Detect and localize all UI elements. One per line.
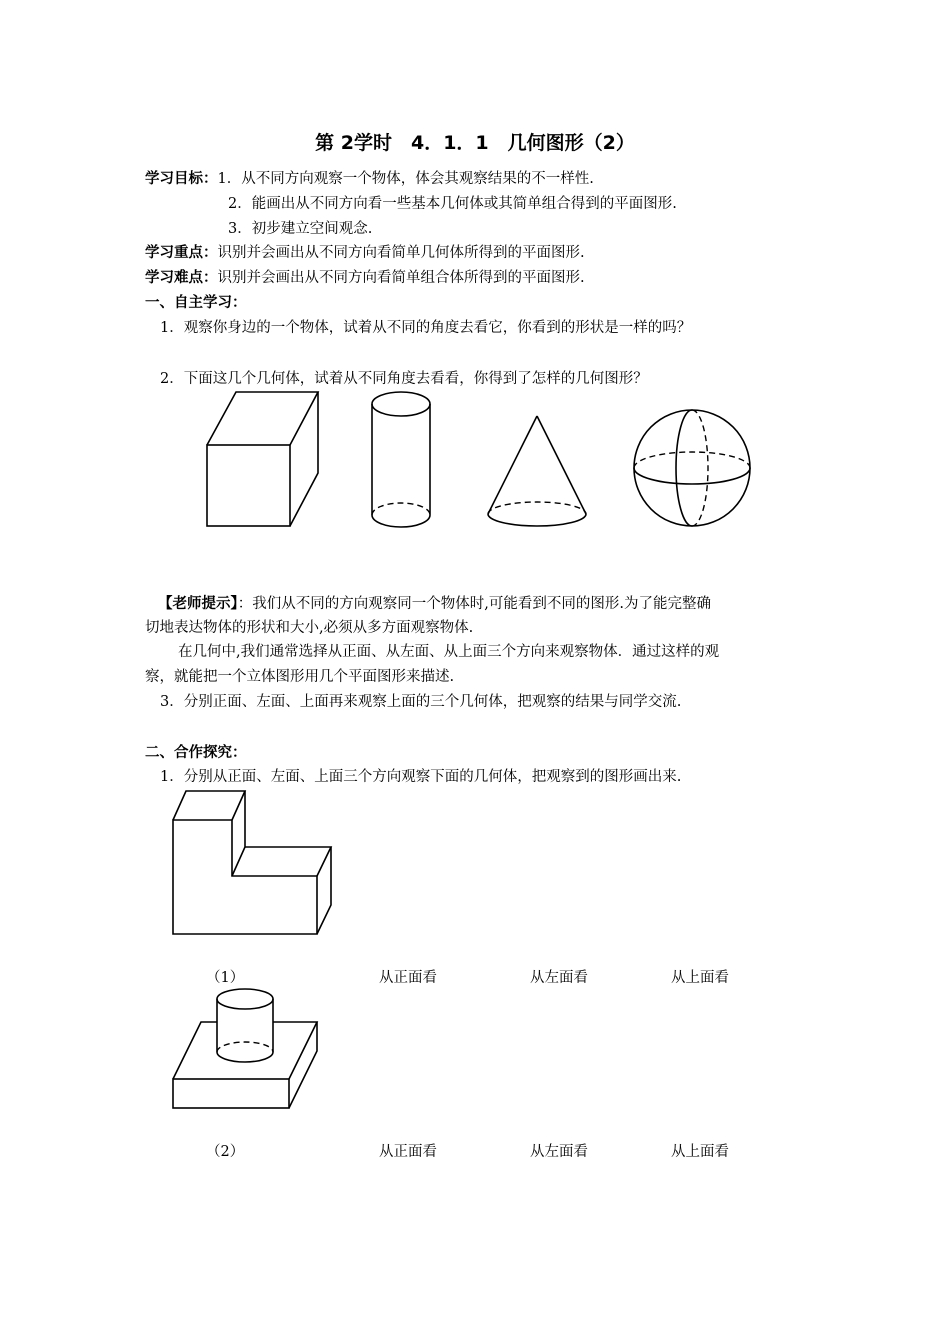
section1-q2: 2．下面这几个几何体，试着从不同角度去看看，你得到了怎样的几何图形？ [160, 371, 648, 387]
key-point-text: 识别并会画出从不同方向看简单几何体所得到的平面图形. [217, 245, 585, 261]
section2-q1: 1．分别从正面、左面、上面三个方向观察下面的几何体，把观察到的图形画出来. [160, 769, 682, 785]
figure-1-front-view: 从正面看 [379, 970, 437, 986]
key-point-label: 学习重点： [145, 245, 218, 261]
objective-3: 3．初步建立空间观念. [228, 221, 373, 237]
teacher-tip-line-2: 切地表达物体的形状和大小,必须从多方面观察物体. [145, 620, 474, 636]
figure-2-left-view: 从左面看 [530, 1144, 588, 1160]
section1-q1: 1．观察你身边的一个物体，试着从不同的角度去看它，你看到的形状是一样的吗？ [160, 320, 692, 336]
teacher-tip-line-4: 察，就能把一个立体图形用几个平面图形来描述. [145, 669, 455, 685]
figure-1-label: （1） [206, 970, 245, 986]
figure-2-front-view: 从正面看 [379, 1144, 437, 1160]
figure-1-top-view: 从上面看 [671, 970, 729, 986]
teacher-tip-line-3: 在几何中,我们通常选择从正面、从左面、从上面三个方向来观察物体．通过这样的观 [178, 644, 720, 660]
teacher-tip-text-1: ：我们从不同的方向观察同一个物体时,可能看到不同的图形.为了能完整确 [237, 596, 711, 612]
section2-heading: 二、合作探究： [145, 745, 247, 761]
objectives-label: 学习目标： [145, 171, 218, 187]
section1-heading: 一、自主学习： [145, 295, 247, 311]
figure-2-top-view: 从上面看 [671, 1144, 729, 1160]
difficulty-label: 学习难点： [145, 270, 218, 286]
objective-1: 1．从不同方向观察一个物体，体会其观察结果的不一样性. [217, 171, 594, 187]
difficulty-text: 识别并会画出从不同方向看简单组合体所得到的平面图形. [217, 270, 585, 286]
objective-2: 2．能画出从不同方向看一些基本几何体或其简单组合得到的平面图形. [228, 196, 677, 212]
teacher-tip-label: 【老师提示】 [158, 596, 238, 612]
page-title: 第 2学时 4．1．1 几何图形（2） [315, 132, 635, 154]
figure-1-left-view: 从左面看 [530, 970, 588, 986]
question-3: 3．分别正面、左面、上面再来观察上面的三个几何体，把观察的结果与同学交流. [160, 694, 682, 710]
figure-2-label: （2） [206, 1144, 245, 1160]
